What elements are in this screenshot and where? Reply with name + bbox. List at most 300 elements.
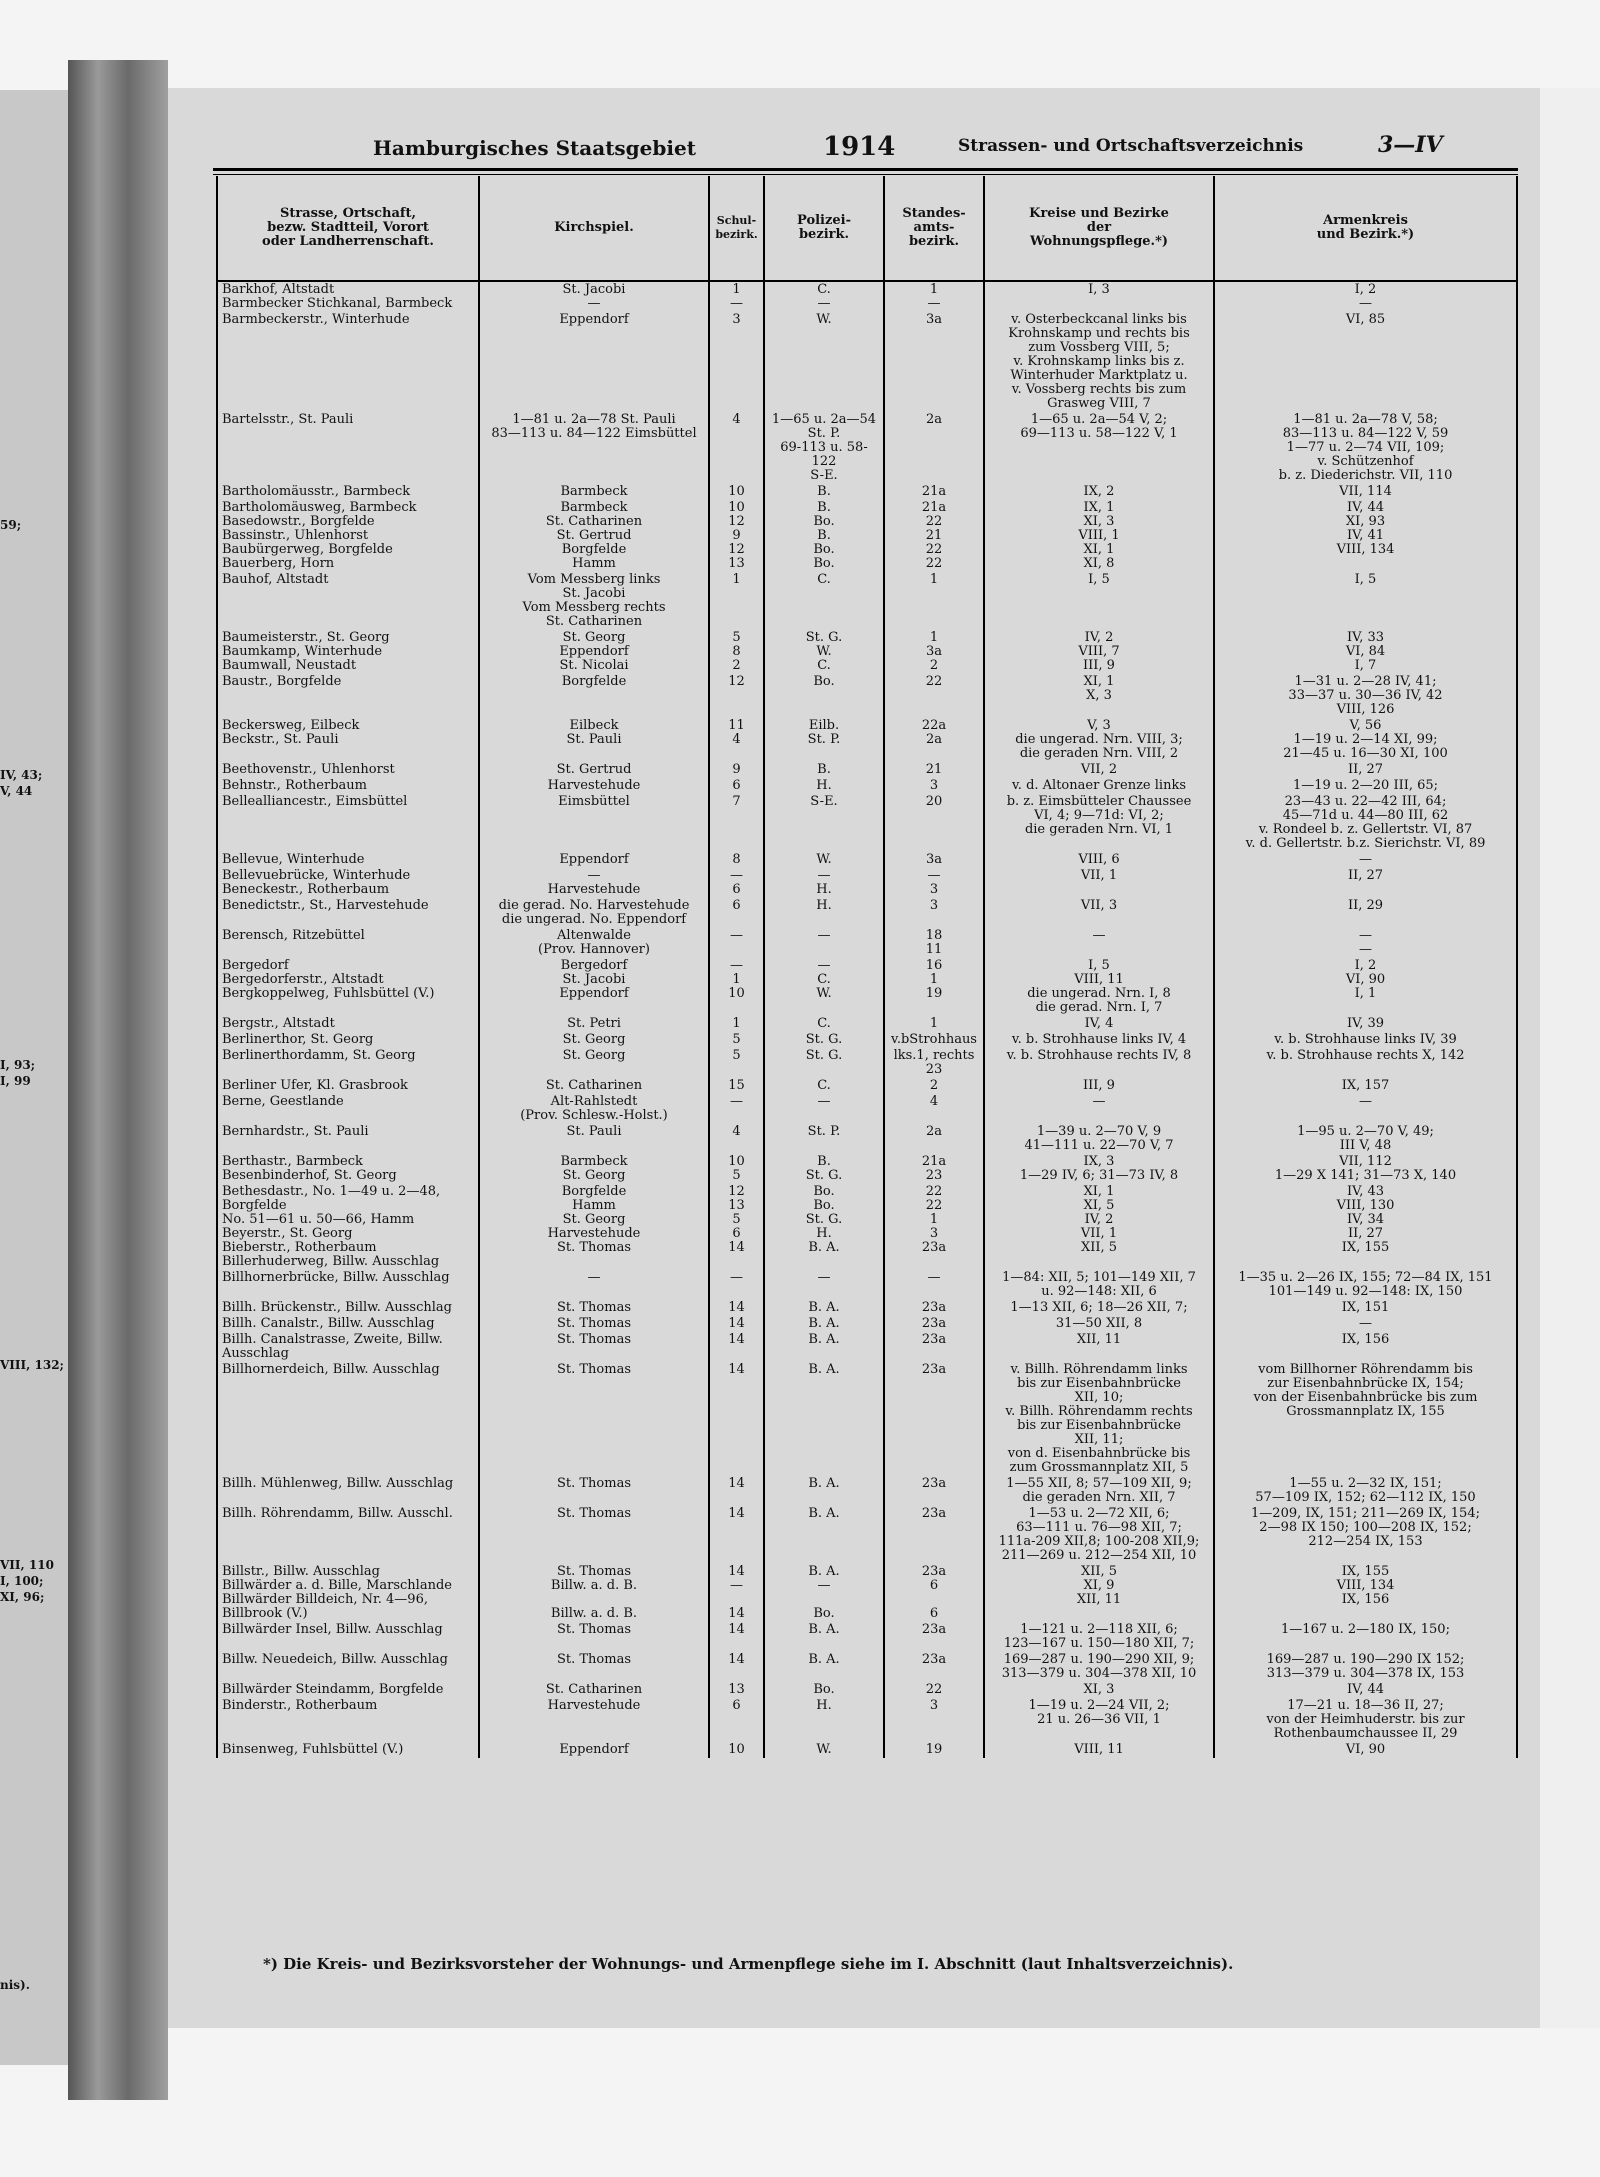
- cell-registry: —: [884, 1270, 984, 1300]
- column-header-housing-districts: Kreise und Bezirke der Wohnungspflege.*): [984, 176, 1214, 281]
- register-page: [168, 88, 1540, 2028]
- cell-parish: Bergedorf St. Jacobi Eppendorf: [479, 958, 709, 1016]
- cell-registry: 23a: [884, 1300, 984, 1316]
- cell-school: 5: [709, 1032, 764, 1048]
- cell-street: Billwärder Insel, Billw. Ausschlag: [217, 1622, 479, 1652]
- cell-school: 5: [709, 1048, 764, 1078]
- cell-police: Bo.: [764, 1682, 884, 1698]
- cell-street: Bernhardstr., St. Pauli: [217, 1124, 479, 1154]
- cell-school: 14: [709, 1622, 764, 1652]
- cell-housing: 1—13 XII, 6; 18—26 XII, 7;: [984, 1300, 1214, 1316]
- cell-housing: I, 5 VIII, 11 die ungerad. Nrn. I, 8 die gerad. Nrn. I, 7: [984, 958, 1214, 1016]
- cell-street: Berliner Ufer, Kl. Grasbrook: [217, 1078, 479, 1094]
- cell-street: Billh. Röhrendamm, Billw. Ausschl.: [217, 1506, 479, 1564]
- cell-registry: 21a 23: [884, 1154, 984, 1184]
- table-header-row: [217, 176, 1517, 281]
- cell-poor-relief: IV, 44 XI, 93 IV, 41 VIII, 134: [1214, 500, 1517, 572]
- table-row: [217, 1564, 1517, 1622]
- cell-registry: lks.1, rechts 23: [884, 1048, 984, 1078]
- table-row: [217, 1078, 1517, 1094]
- cell-poor-relief: VII, 112 1—29 X 141; 31—73 X, 140: [1214, 1154, 1517, 1184]
- cell-street: Billwärder Steindamm, Borgfelde: [217, 1682, 479, 1698]
- cell-housing: v. d. Altonaer Grenze links: [984, 778, 1214, 794]
- cell-parish: Altenwalde (Prov. Hannover): [479, 928, 709, 958]
- margin-text: V, 44: [0, 784, 33, 798]
- cell-housing: 1—19 u. 2—24 VII, 2; 21 u. 26—36 VII, 1: [984, 1698, 1214, 1742]
- cell-poor-relief: v. b. Strohhause links IV, 39: [1214, 1032, 1517, 1048]
- cell-school: — 1 10: [709, 958, 764, 1016]
- table-row: [217, 958, 1517, 1016]
- cell-police: H.: [764, 778, 884, 794]
- cell-poor-relief: VII, 114: [1214, 484, 1517, 500]
- table-row: [217, 1362, 1517, 1476]
- cell-street: Binderstr., Rotherbaum: [217, 1698, 479, 1742]
- table-row: [217, 1698, 1517, 1742]
- cell-police: B. Bo. B. Bo. Bo.: [764, 500, 884, 572]
- cell-housing: V, 3 die ungerad. Nrn. VIII, 3; die geraden Nrn. VIII, 2: [984, 718, 1214, 762]
- cell-street: Berthastr., Barmbeck Besenbinderhof, St. Georg: [217, 1154, 479, 1184]
- cell-street: Billstr., Billw. Ausschlag Billwärder a. d. Bille, Marschlande Billwärder Billdeich, Nr. 4—96, Billbrook (V.): [217, 1564, 479, 1622]
- column-header-street: Strasse, Ortschaft, bezw. Stadtteil, Vorort oder Landherrenschaft.: [217, 176, 479, 281]
- cell-parish: 1—81 u. 2a—78 St. Pauli 83—113 u. 84—122 Eimsbüttel: [479, 412, 709, 484]
- cell-school: 3: [709, 312, 764, 412]
- cell-parish: St. Georg: [479, 1032, 709, 1048]
- cell-police: Eilb. St. P.: [764, 718, 884, 762]
- cell-parish: Borgfelde: [479, 674, 709, 718]
- cell-poor-relief: VI, 85: [1214, 312, 1517, 412]
- cell-parish: Eimsbüttel: [479, 794, 709, 852]
- cell-police: B. A.: [764, 1622, 884, 1652]
- cell-school: 13: [709, 1682, 764, 1698]
- cell-housing: v. Billh. Röhrendamm links bis zur Eisenbahnbrücke XII, 10; v. Billh. Röhrendamm rechts bis zur Eisenbahnbrücke XII, 11; von d. Eisenbahnbrücke bis zum Grossmannplatz XII, 5: [984, 1362, 1214, 1476]
- table-row: [217, 794, 1517, 852]
- cell-housing: 169—287 u. 190—290 XII, 9; 313—379 u. 304—378 XII, 10: [984, 1652, 1214, 1682]
- cell-registry: 23a: [884, 1506, 984, 1564]
- cell-street: Billh. Mühlenweg, Billw. Ausschlag: [217, 1476, 479, 1506]
- table-row: [217, 1332, 1517, 1362]
- cell-registry: 3: [884, 778, 984, 794]
- cell-school: 14: [709, 1476, 764, 1506]
- cell-police: B. A.: [764, 1316, 884, 1332]
- cell-registry: v.bStrohhaus: [884, 1032, 984, 1048]
- margin-text: I, 93;: [0, 1058, 36, 1072]
- cell-registry: 23a: [884, 1652, 984, 1682]
- cell-registry: 3a: [884, 312, 984, 412]
- cell-police: S-E.: [764, 794, 884, 852]
- cell-registry: 23a: [884, 1332, 984, 1362]
- cell-registry: 21a 22 21 22 22: [884, 500, 984, 572]
- cell-registry: 3a: [884, 852, 984, 868]
- cell-poor-relief: 1—95 u. 2—70 V, 49; III V, 48: [1214, 1124, 1517, 1154]
- cell-street: Bergedorf Bergedorferstr., Altstadt Bergkoppelweg, Fuhlsbüttel (V.): [217, 958, 479, 1016]
- previous-page-strip: [0, 90, 68, 2065]
- cell-parish: —: [479, 1270, 709, 1300]
- margin-text: I, 100;: [0, 1574, 44, 1588]
- cell-street: Barmbeckerstr., Winterhude: [217, 312, 479, 412]
- cell-poor-relief: —: [1214, 852, 1517, 868]
- table-row: [217, 1652, 1517, 1682]
- cell-street: Billh. Canalstr., Billw. Ausschlag: [217, 1316, 479, 1332]
- cell-street: Bellevuebrücke, Winterhude Beneckestr., Rotherbaum: [217, 868, 479, 898]
- cell-parish: St. Thomas: [479, 1300, 709, 1316]
- margin-text: XI, 96;: [0, 1590, 45, 1604]
- cell-poor-relief: II, 27: [1214, 762, 1517, 778]
- column-header-registry-district: Standes- amts- bezirk.: [884, 176, 984, 281]
- cell-parish: St. Catharinen: [479, 1682, 709, 1698]
- table-row: [217, 1270, 1517, 1300]
- cell-registry: 21: [884, 762, 984, 778]
- cell-school: 14: [709, 1332, 764, 1362]
- cell-police: St. G.: [764, 1048, 884, 1078]
- cell-housing: III, 9: [984, 1078, 1214, 1094]
- cell-poor-relief: 1—209, IX, 151; 211—269 IX, 154; 2—98 IX 150; 100—208 IX, 152; 212—254 IX, 153: [1214, 1506, 1517, 1564]
- cell-police: B. A.: [764, 1332, 884, 1362]
- table-row: [217, 868, 1517, 898]
- table-row: [217, 718, 1517, 762]
- cell-police: B. A.: [764, 1362, 884, 1476]
- cell-street: Bartholomäusweg, Barmbeck Basedowstr., Borgfelde Bassinstr., Uhlenhorst Baubürgerweg, Borgfelde Bauerberg, Horn: [217, 500, 479, 572]
- cell-school: 1: [709, 1016, 764, 1032]
- cell-housing: v. Osterbeckcanal links bis Krohnskamp und rechts bis zum Vossberg VIII, 5; v. Krohnskamp links bis z. Winterhuder Marktplatz u. v. Vossberg rechts bis zum Grasweg VIII, 7: [984, 312, 1214, 412]
- cell-poor-relief: 1—19 u. 2—20 III, 65;: [1214, 778, 1517, 794]
- table-row: [217, 1300, 1517, 1316]
- cell-police: Bo. Bo. St. G. H. B. A.: [764, 1184, 884, 1270]
- table-row: [217, 1154, 1517, 1184]
- cell-housing: 1—53 u. 2—72 XII, 6; 63—111 u. 76—98 XII, 7; 111a-209 XII,8; 100-208 XII,9; 211—269 u. 212—254 XII, 10: [984, 1506, 1214, 1564]
- cell-police: St. G.: [764, 1032, 884, 1048]
- cell-poor-relief: IV, 39: [1214, 1016, 1517, 1032]
- cell-street: Billh. Canalstrasse, Zweite, Billw. Ausschlag: [217, 1332, 479, 1362]
- cell-housing: XII, 5 XI, 9 XII, 11: [984, 1564, 1214, 1622]
- cell-registry: 22: [884, 674, 984, 718]
- cell-street: Berlinerthordamm, St. Georg: [217, 1048, 479, 1078]
- table-row: [217, 778, 1517, 794]
- cell-poor-relief: I, 2 —: [1214, 281, 1517, 312]
- table-row: [217, 630, 1517, 674]
- cell-street: Bellealliancestr., Eimsbüttel: [217, 794, 479, 852]
- cell-poor-relief: 1—31 u. 2—28 IV, 41; 33—37 u. 30—36 IV, 42 VIII, 126: [1214, 674, 1517, 718]
- header-year: 1914: [823, 132, 896, 162]
- cell-parish: St. Thomas: [479, 1362, 709, 1476]
- cell-registry: 3: [884, 1698, 984, 1742]
- cell-poor-relief: 1—35 u. 2—26 IX, 155; 72—84 IX, 151 101—149 u. 92—148: IX, 150: [1214, 1270, 1517, 1300]
- header-subtitle: Strassen- und Ortschaftsverzeichnis: [958, 136, 1304, 156]
- cell-parish: St. Jacobi —: [479, 281, 709, 312]
- cell-school: 12 13 5 6 14: [709, 1184, 764, 1270]
- cell-housing: VII, 2: [984, 762, 1214, 778]
- cell-registry: 1: [884, 1016, 984, 1032]
- cell-poor-relief: —: [1214, 1316, 1517, 1332]
- cell-registry: 22a 2a: [884, 718, 984, 762]
- cell-housing: 1—84: XII, 5; 101—149 XII, 7 u. 92—148: XII, 6: [984, 1270, 1214, 1300]
- cell-housing: I, 5: [984, 572, 1214, 630]
- cell-poor-relief: — —: [1214, 928, 1517, 958]
- cell-poor-relief: IV, 33 VI, 84 I, 7: [1214, 630, 1517, 674]
- table-row: [217, 1124, 1517, 1154]
- cell-school: 6: [709, 778, 764, 794]
- cell-school: 6: [709, 1698, 764, 1742]
- cell-registry: 21a: [884, 484, 984, 500]
- cell-school: 1 —: [709, 281, 764, 312]
- margin-text: I, 99: [0, 1074, 31, 1088]
- cell-housing: 1—121 u. 2—118 XII, 6; 123—167 u. 150—180 XII, 7;: [984, 1622, 1214, 1652]
- cell-parish: Harvestehude: [479, 778, 709, 794]
- cell-police: Bo.: [764, 674, 884, 718]
- cell-registry: 3: [884, 898, 984, 928]
- cell-school: —: [709, 1094, 764, 1124]
- cell-police: — C. W.: [764, 958, 884, 1016]
- cell-police: B. A.: [764, 1652, 884, 1682]
- table-row: [217, 500, 1517, 572]
- page-margin: [1540, 88, 1600, 2028]
- cell-housing: IX, 3 1—29 IV, 6; 31—73 IV, 8: [984, 1154, 1214, 1184]
- cell-street: Benedictstr., St., Harvestehude: [217, 898, 479, 928]
- cell-poor-relief: II, 27: [1214, 868, 1517, 898]
- cell-registry: 23a: [884, 1362, 984, 1476]
- cell-housing: 31—50 XII, 8: [984, 1316, 1214, 1332]
- cell-poor-relief: II, 29: [1214, 898, 1517, 928]
- cell-poor-relief: IX, 151: [1214, 1300, 1517, 1316]
- cell-registry: 1 —: [884, 281, 984, 312]
- cell-school: 14: [709, 1300, 764, 1316]
- cell-registry: 23a 6 6: [884, 1564, 984, 1622]
- cell-school: 14: [709, 1652, 764, 1682]
- book-spine: [68, 60, 168, 2100]
- table-row: [217, 572, 1517, 630]
- cell-registry: 2a: [884, 1124, 984, 1154]
- cell-housing: b. z. Eimsbütteler Chaussee VI, 4; 9—71d: VI, 2; die geraden Nrn. VI, 1: [984, 794, 1214, 852]
- cell-school: 9: [709, 762, 764, 778]
- cell-housing: 1—39 u. 2—70 V, 9 41—111 u. 22—70 V, 7: [984, 1124, 1214, 1154]
- cell-street: Barkhof, Altstadt Barmbecker Stichkanal, Barmbeck: [217, 281, 479, 312]
- cell-registry: 4: [884, 1094, 984, 1124]
- cell-street: Berlinerthor, St. Georg: [217, 1032, 479, 1048]
- margin-text: VII, 110: [0, 1558, 54, 1572]
- cell-school: 15: [709, 1078, 764, 1094]
- table-row: [217, 1016, 1517, 1032]
- cell-registry: 23a: [884, 1476, 984, 1506]
- column-header-parish: Kirchspiel.: [479, 176, 709, 281]
- table-row: [217, 484, 1517, 500]
- cell-street: Bartholomäusstr., Barmbeck: [217, 484, 479, 500]
- cell-registry: 19: [884, 1742, 984, 1758]
- cell-parish: St. Thomas: [479, 1316, 709, 1332]
- cell-parish: St. Thomas: [479, 1506, 709, 1564]
- table-row: [217, 1622, 1517, 1652]
- cell-registry: — 3: [884, 868, 984, 898]
- cell-poor-relief: VI, 90: [1214, 1742, 1517, 1758]
- cell-parish: St. Thomas: [479, 1622, 709, 1652]
- table-row: [217, 928, 1517, 958]
- cell-housing: VIII, 11: [984, 1742, 1214, 1758]
- cell-poor-relief: 23—43 u. 22—42 III, 64; 45—71d u. 44—80 III, 62 v. Rondeel b. z. Gellertstr. VI, 87 v. d. Gellertstr. b.z. Sierichstr. VI, 89: [1214, 794, 1517, 852]
- table-row: [217, 1506, 1517, 1564]
- cell-parish: St. Pauli: [479, 1124, 709, 1154]
- cell-housing: —: [984, 1094, 1214, 1124]
- cell-street: Baustr., Borgfelde: [217, 674, 479, 718]
- footnote: *) Die Kreis- und Bezirksvorsteher der Wohnungs- und Armenpflege siehe im I. Abschnitt (laut Inhaltsverzeichnis).: [263, 1955, 1234, 1973]
- cell-parish: St. Catharinen: [479, 1078, 709, 1094]
- cell-poor-relief: I, 5: [1214, 572, 1517, 630]
- cell-housing: IX, 1 XI, 3 VIII, 1 XI, 1 XI, 8: [984, 500, 1214, 572]
- cell-police: W.: [764, 852, 884, 868]
- cell-poor-relief: —: [1214, 1094, 1517, 1124]
- cell-parish: Barmbeck St. Catharinen St. Gertrud Borgfelde Hamm: [479, 500, 709, 572]
- cell-parish: Eppendorf: [479, 1742, 709, 1758]
- cell-school: 12: [709, 674, 764, 718]
- cell-housing: XI, 1 XI, 5 IV, 2 VII, 1 XII, 5: [984, 1184, 1214, 1270]
- header-rule: [213, 174, 1518, 175]
- table-row: [217, 312, 1517, 412]
- cell-police: B. A. — Bo.: [764, 1564, 884, 1622]
- cell-parish: St. Georg Eppendorf St. Nicolai: [479, 630, 709, 674]
- cell-poor-relief: 1—81 u. 2a—78 V, 58; 83—113 u. 84—122 V, 59 1—77 u. 2—74 VII, 109; v. Schützenhof b. z. Diederichstr. VII, 110: [1214, 412, 1517, 484]
- header-title: Hamburgisches Staatsgebiet: [373, 136, 696, 160]
- cell-parish: Alt-Rahlstedt (Prov. Schlesw.-Holst.): [479, 1094, 709, 1124]
- cell-poor-relief: 169—287 u. 190—290 IX 152; 313—379 u. 304—378 IX, 153: [1214, 1652, 1517, 1682]
- table-row: [217, 1476, 1517, 1506]
- table-row: [217, 1682, 1517, 1698]
- cell-housing: I, 3: [984, 281, 1214, 312]
- cell-police: C.: [764, 1078, 884, 1094]
- cell-street: Berensch, Ritzebüttel: [217, 928, 479, 958]
- cell-parish: St. Thomas: [479, 1476, 709, 1506]
- cell-poor-relief: v. b. Strohhause rechts X, 142: [1214, 1048, 1517, 1078]
- cell-poor-relief: IX, 157: [1214, 1078, 1517, 1094]
- cell-school: 10: [709, 1742, 764, 1758]
- table-row: [217, 674, 1517, 718]
- cell-school: —: [709, 928, 764, 958]
- cell-school: 5 8 2: [709, 630, 764, 674]
- table-row: [217, 1184, 1517, 1270]
- column-header-poor-relief-district: Armenkreis und Bezirk.*): [1214, 176, 1517, 281]
- cell-street: Berne, Geestlande: [217, 1094, 479, 1124]
- cell-police: B. A.: [764, 1506, 884, 1564]
- margin-text: VIII, 132;: [0, 1358, 64, 1372]
- cell-registry: 18 11: [884, 928, 984, 958]
- table-body: [217, 281, 1517, 1758]
- cell-housing: 1—55 XII, 8; 57—109 XII, 9; die geraden Nrn. XII, 7: [984, 1476, 1214, 1506]
- cell-police: C.: [764, 1016, 884, 1032]
- cell-school: 4: [709, 1124, 764, 1154]
- cell-police: W.: [764, 312, 884, 412]
- cell-police: —: [764, 1094, 884, 1124]
- cell-police: B.: [764, 484, 884, 500]
- cell-street: Billhornerdeich, Billw. Ausschlag: [217, 1362, 479, 1476]
- column-header-police-district: Polizei- bezirk.: [764, 176, 884, 281]
- cell-school: 7: [709, 794, 764, 852]
- cell-school: 14 — 14: [709, 1564, 764, 1622]
- cell-parish: St. Thomas Billw. a. d. B. Billw. a. d. B.: [479, 1564, 709, 1622]
- cell-poor-relief: I, 2 VI, 90 I, 1: [1214, 958, 1517, 1016]
- cell-police: B.: [764, 762, 884, 778]
- cell-parish: Eppendorf: [479, 852, 709, 868]
- cell-school: 14: [709, 1316, 764, 1332]
- cell-registry: 1 3a 2: [884, 630, 984, 674]
- cell-housing: VII, 3: [984, 898, 1214, 928]
- cell-registry: 22: [884, 1682, 984, 1698]
- cell-housing: v. b. Strohhause links IV, 4: [984, 1032, 1214, 1048]
- cell-police: W.: [764, 1742, 884, 1758]
- header-page-number: 3—IV: [1378, 132, 1443, 158]
- cell-parish: St. Thomas: [479, 1332, 709, 1362]
- cell-school: 1: [709, 572, 764, 630]
- cell-parish: Eppendorf: [479, 312, 709, 412]
- table-row: [217, 281, 1517, 312]
- cell-parish: Barmbeck St. Georg: [479, 1154, 709, 1184]
- cell-registry: 23a: [884, 1316, 984, 1332]
- table-row: [217, 762, 1517, 778]
- cell-poor-relief: IX, 155 VIII, 134 IX, 156: [1214, 1564, 1517, 1622]
- table-row: [217, 412, 1517, 484]
- cell-police: St. G. W. C.: [764, 630, 884, 674]
- margin-text: IV, 43;: [0, 768, 43, 782]
- table-row: [217, 852, 1517, 868]
- header-rule: [213, 168, 1518, 171]
- cell-housing: IV, 4: [984, 1016, 1214, 1032]
- cell-police: St. P.: [764, 1124, 884, 1154]
- cell-street: Behnstr., Rotherbaum: [217, 778, 479, 794]
- cell-police: C.: [764, 572, 884, 630]
- cell-poor-relief: IV, 44: [1214, 1682, 1517, 1698]
- street-register-table: [216, 176, 1518, 1758]
- table-row: [217, 1742, 1517, 1758]
- cell-school: 14: [709, 1362, 764, 1476]
- cell-police: H.: [764, 1698, 884, 1742]
- cell-school: 6: [709, 898, 764, 928]
- cell-street: Beckersweg, Eilbeck Beckstr., St. Pauli: [217, 718, 479, 762]
- cell-school: 14: [709, 1506, 764, 1564]
- cell-school: 4: [709, 412, 764, 484]
- cell-school: 10 5: [709, 1154, 764, 1184]
- cell-street: Bauhof, Altstadt: [217, 572, 479, 630]
- table-row: [217, 1316, 1517, 1332]
- cell-parish: St. Georg: [479, 1048, 709, 1078]
- table-row: [217, 1032, 1517, 1048]
- cell-school: 8: [709, 852, 764, 868]
- cell-housing: v. b. Strohhause rechts IV, 8: [984, 1048, 1214, 1078]
- cell-street: Binsenweg, Fuhlsbüttel (V.): [217, 1742, 479, 1758]
- margin-text: nis).: [0, 1978, 30, 1992]
- cell-registry: 16 1 19: [884, 958, 984, 1016]
- cell-police: 1—65 u. 2a—54 St. P. 69-113 u. 58-122 S-E.: [764, 412, 884, 484]
- cell-school: 10 12 9 12 13: [709, 500, 764, 572]
- cell-housing: XII, 11: [984, 1332, 1214, 1362]
- cell-school: 10: [709, 484, 764, 500]
- cell-poor-relief: vom Billhorner Röhrendamm bis zur Eisenbahnbrücke IX, 154; von der Eisenbahnbrücke bis zum Grossmannplatz IX, 155: [1214, 1362, 1517, 1476]
- cell-parish: St. Petri: [479, 1016, 709, 1032]
- cell-housing: VII, 1: [984, 868, 1214, 898]
- cell-housing: IX, 2: [984, 484, 1214, 500]
- cell-school: —: [709, 1270, 764, 1300]
- cell-registry: 1: [884, 572, 984, 630]
- cell-police: B. St. G.: [764, 1154, 884, 1184]
- cell-school: 11 4: [709, 718, 764, 762]
- cell-street: Billh. Brückenstr., Billw. Ausschlag: [217, 1300, 479, 1316]
- cell-parish: Harvestehude: [479, 1698, 709, 1742]
- cell-street: Billhornerbrücke, Billw. Ausschlag: [217, 1270, 479, 1300]
- cell-street: Bethesdastr., No. 1—49 u. 2—48, Borgfelde No. 51—61 u. 50—66, Hamm Beyerstr., St. Georg Bieberstr., Rotherbaum Billerhuderweg, Billw. Ausschlag: [217, 1184, 479, 1270]
- cell-parish: die gerad. No. Harvestehude die ungerad. No. Eppendorf: [479, 898, 709, 928]
- cell-police: — H.: [764, 868, 884, 898]
- cell-poor-relief: IV, 43 VIII, 130 IV, 34 II, 27 IX, 155: [1214, 1184, 1517, 1270]
- table-row: [217, 1048, 1517, 1078]
- cell-school: — 6: [709, 868, 764, 898]
- cell-street: Bergstr., Altstadt: [217, 1016, 479, 1032]
- cell-parish: Barmbeck: [479, 484, 709, 500]
- cell-registry: 20: [884, 794, 984, 852]
- cell-parish: Borgfelde Hamm St. Georg Harvestehude St. Thomas: [479, 1184, 709, 1270]
